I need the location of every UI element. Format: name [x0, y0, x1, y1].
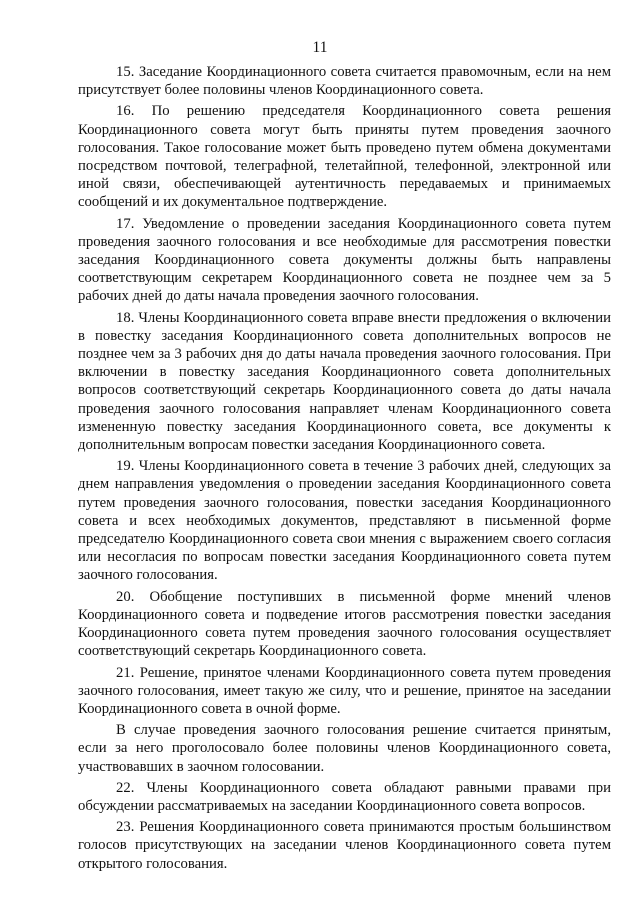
paragraph-16: 16. По решению председателя Координационного совета решения Координационного совета могут быть приняты путем проведения заочного голосования. Такое голосование может быть проведено путем обмена документами посредством почтовой, телеграфной, телетайпной, телефонной, электронной или иной связи, обеспечивающей аутентичность передаваемых и принимаемых сообщений и их документальное подтверждение.	[78, 103, 611, 211]
paragraph-19: 19. Члены Координационного совета в течение 3 рабочих дней, следующих за днем направления уведомления о проведении заседания Координационного совета путем проведения заочного голосования, повестки заседания Координационного совета и всех необходимых документов, представляют в письменной форме председателю Координационного совета свои мнения с выражением своего согласия или несогласия по вопросам повестки заседания Координационного совета путем заочного голосования.	[78, 458, 611, 584]
paragraph-21-continuation: В случае проведения заочного голосования решение считается принятым, если за него проголосовало более половины членов Координационного совета, участвовавших в заочном голосовании.	[78, 722, 611, 775]
paragraph-22: 22. Члены Координационного совета обладают равными правами при обсуждении рассматриваемых на заседании Координационного совета вопросов.	[78, 779, 611, 814]
page-number: 11	[312, 39, 328, 56]
paragraph-18: 18. Члены Координационного совета вправе внести предложения о включении в повестку заседания Координационного совета дополнительных вопросов не позднее чем за 3 рабочих дня до даты начала проведения заочного голосования. При включении в повестку заседания Координационного совета дополнительных вопросов соответствующий секретарь Координационного совета до даты начала проведения заочного голосования направляет членам Координационного совета измененную повестку заседания Координационного совета, все документы к дополнительным вопросам повестки заседания Координационного совета.	[78, 309, 611, 454]
paragraph-23: 23. Решения Координационного совета принимаются простым большинством голосов присутствующих на заседании членов Координационного совета путем открытого голосования.	[78, 819, 611, 872]
paragraph-15: 15. Заседание Координационного совета считается правомочным, если на нем присутствует более половины членов Координационного совета.	[78, 64, 611, 99]
paragraph-17: 17. Уведомление о проведении заседания Координационного совета путем проведения заочного голосования и все необходимые для рассмотрения повестки заседания Координационного совета документы должны быть направлены соответствующим секретарем Координационного совета не позднее чем за 5 рабочих дней до даты начала проведения заочного голосования.	[78, 215, 611, 305]
paragraph-20: 20. Обобщение поступивших в письменной форме мнений членов Координационного совета и подведение итогов рассмотрения повестки заседания Координационного совета путем проведения заочного голосования осуществляет соответствующий секретарь Координационного совета.	[78, 588, 611, 660]
document-body	[78, 63, 611, 873]
paragraph-21: 21. Решение, принятое членами Координационного совета путем проведения заочного голосования, имеет такую же силу, что и решение, принятое на заседании Координационного совета в очной форме.	[78, 664, 611, 717]
